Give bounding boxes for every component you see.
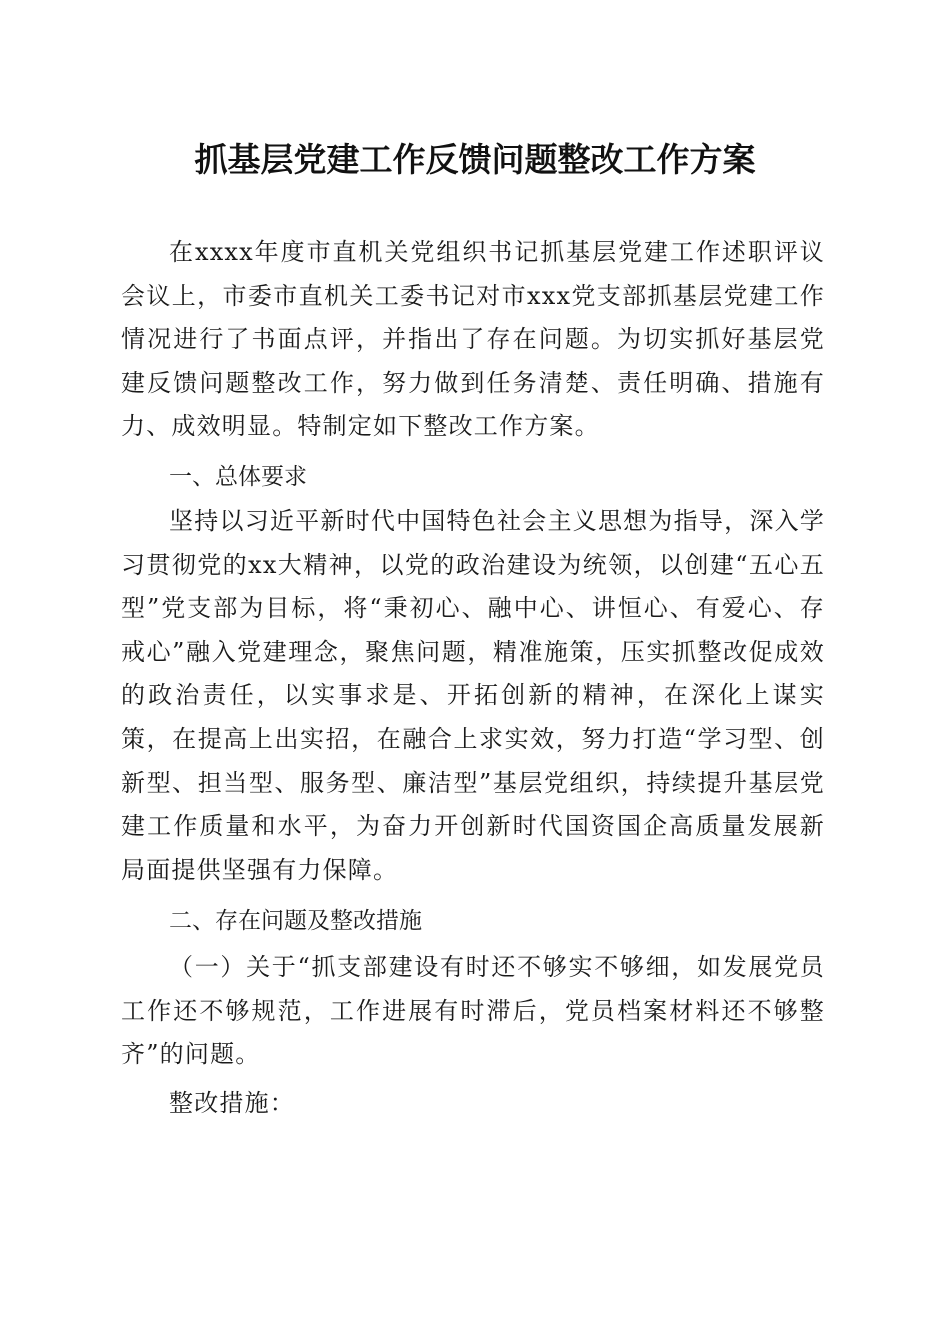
issue-1-paragraph: （一）关于“抓支部建设有时还不够实不够细，如发展党员工作还不够规范，工作进展有时滞后，党员档案材料还不够整齐”的问题。 — [121, 953, 825, 1069]
section-heading-general-requirements: 一、总体要求 — [169, 464, 307, 490]
measures-label: 整改措施： — [169, 1089, 295, 1117]
document-title: 抓基层党建工作反馈问题整改工作方案 — [194, 140, 756, 179]
intro-paragraph: 在xxxx年度市直机关党组织书记抓基层党建工作述职评议会议上，市委市直机关工委书记对市xxx党支部抓基层党建工作情况进行了书面点评，并指出了存在问题。为切实抓好基层党建反馈问题整改工作，努力做到任务清楚、责任明确、措施有力、成效明显。特制定如下整改工作方案。 — [121, 238, 825, 441]
general-requirements-paragraph: 坚持以习近平新时代中国特色社会主义思想为指导，深入学习贯彻党的xx大精神，以党的政治建设为统领，以创建“五心五型”党支部为目标，将“秉初心、融中心、讲恒心、有爱心、存戒心”融入党建理念，聚焦问题，精准施策，压实抓整改促成效的政治责任，以实事求是、开拓创新的精神，在深化上谋实策，在提高上出实招，在融合上求实效，努力打造“学习型、创新型、担当型、服务型、廉洁型”基层党组织，持续提升基层党建工作质量和水平，为奋力开创新时代国资国企高质量发展新局面提供坚强有力保障。 — [121, 507, 825, 884]
section-heading-problems-and-measures: 二、存在问题及整改措施 — [169, 908, 422, 934]
